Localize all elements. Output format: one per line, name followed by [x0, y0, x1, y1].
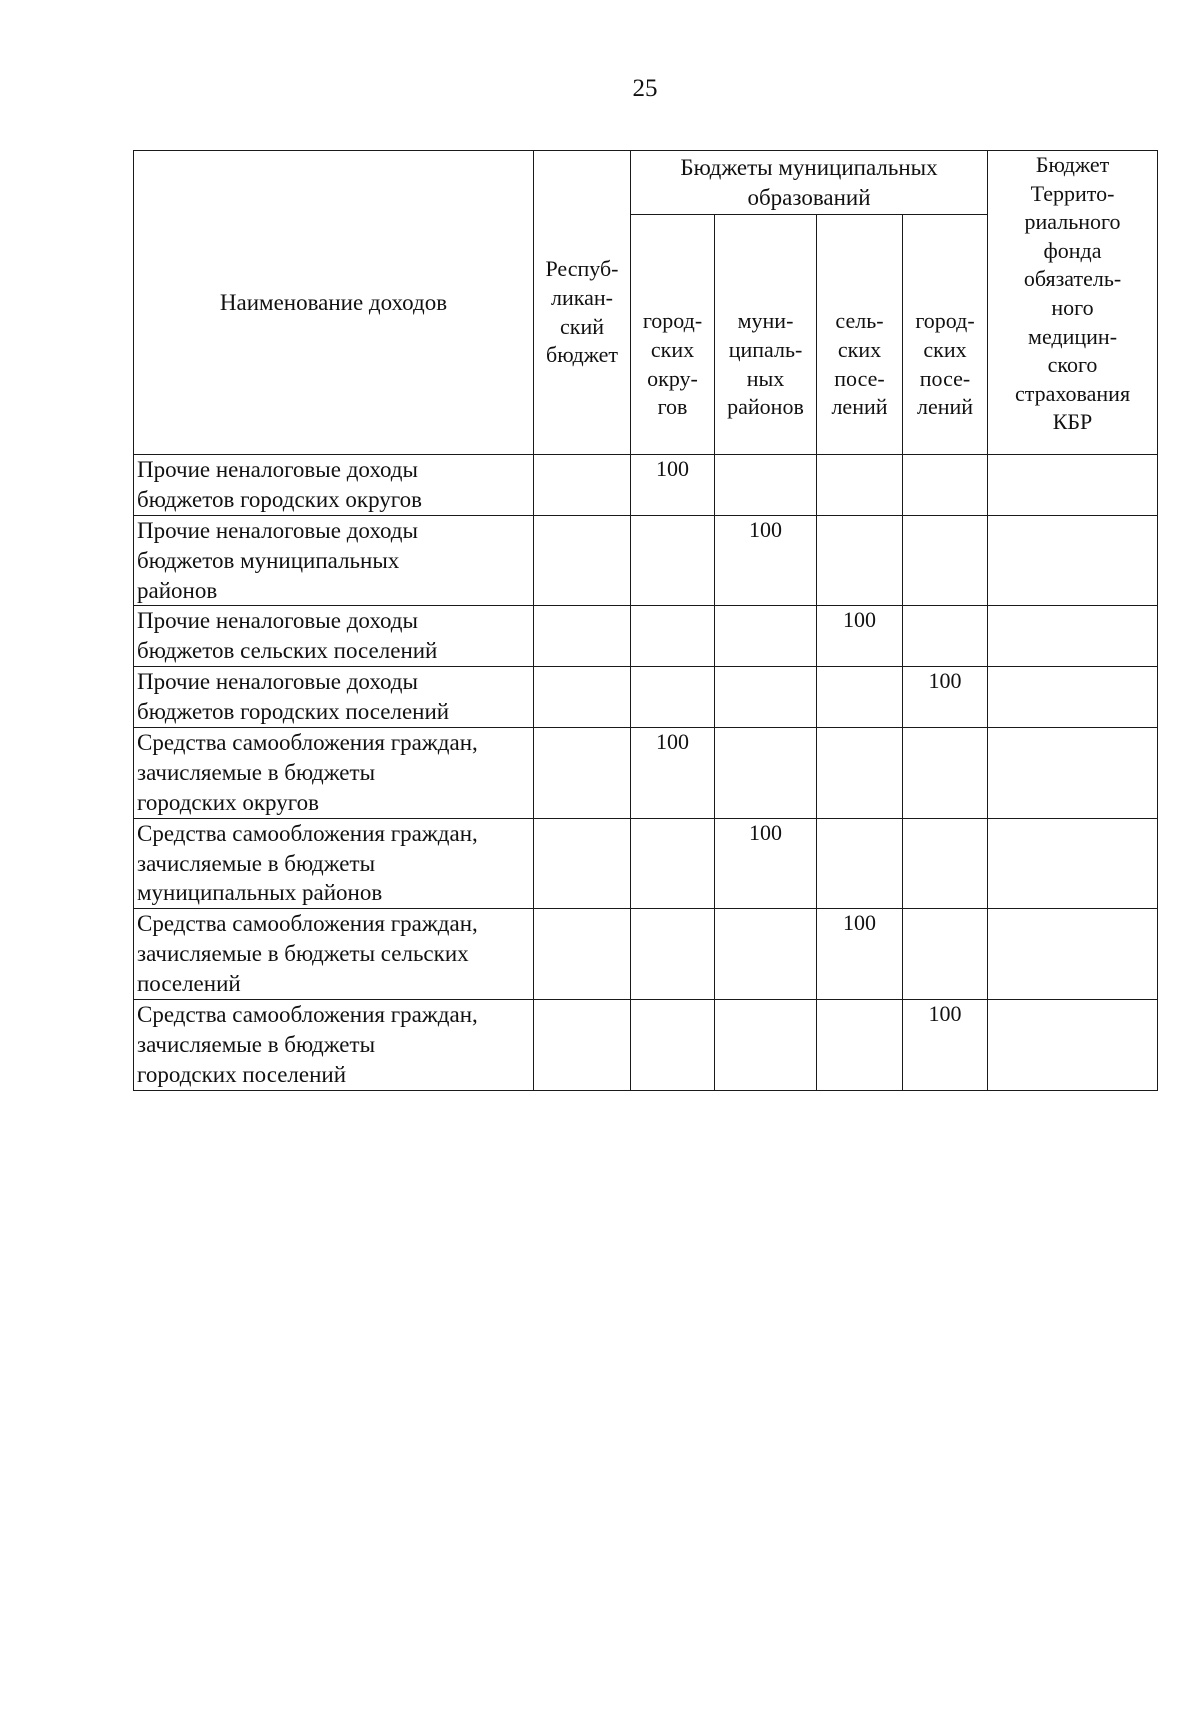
rural-settlements-cell [817, 728, 903, 819]
header-municipal-budgets [631, 151, 988, 215]
revenue-name: Средства самообложения граждан, зачисляемые в бюджеты городских округов [137, 730, 478, 815]
header-rural-settlements-label: сель- ских посе- лений [831, 308, 888, 420]
republican-cell [534, 818, 631, 909]
urban-settlements-cell [903, 728, 988, 819]
urban-settlements-cell [903, 606, 988, 667]
municipal-districts-cell [715, 667, 817, 728]
city-districts-cell [631, 606, 715, 667]
revenue-name-cell [134, 455, 534, 516]
rural-settlements-cell [817, 667, 903, 728]
municipal-districts-cell: 100 [715, 515, 817, 606]
header-city-districts [631, 215, 715, 455]
republican-cell [534, 1000, 631, 1091]
republican-cell [534, 667, 631, 728]
city-districts-cell [631, 667, 715, 728]
rural-settlements-cell: 100 [817, 606, 903, 667]
header-city-districts-label: город- ских окру- гов [642, 308, 703, 420]
city-districts-cell [631, 818, 715, 909]
territorial-fund-cell [988, 455, 1158, 516]
municipal-districts-cell [715, 909, 817, 1000]
revenue-name-cell [134, 606, 534, 667]
territorial-fund-cell [988, 818, 1158, 909]
header-urban-settlements [903, 215, 988, 455]
header-urban-settlements-label: город- ских посе- лений [915, 308, 975, 420]
revenue-name-cell [134, 515, 534, 606]
rural-settlements-cell [817, 1000, 903, 1091]
header-revenue-name-label: Наименование доходов [219, 289, 448, 315]
header-territorial-fund [988, 151, 1158, 455]
header-republican-budget [534, 151, 631, 455]
republican-cell [534, 606, 631, 667]
republican-cell [534, 728, 631, 819]
municipal-districts-cell [715, 1000, 817, 1091]
header-rural-settlements [817, 215, 903, 455]
city-districts-cell [631, 909, 715, 1000]
urban-settlements-cell: 100 [903, 667, 988, 728]
revenue-name-cell [134, 728, 534, 819]
territorial-fund-cell [988, 1000, 1158, 1091]
header-municipal-districts-label: муни- ципаль- ных районов [727, 308, 804, 420]
territorial-fund-cell [988, 728, 1158, 819]
header-municipal-budgets-label: Бюджеты муниципальных образований [680, 154, 938, 210]
table-row [134, 606, 1158, 667]
rural-settlements-cell [817, 515, 903, 606]
revenue-name: Прочие неналоговые доходы бюджетов городских округов [137, 457, 423, 512]
revenue-name-cell [134, 1000, 534, 1091]
urban-settlements-cell: 100 [903, 1000, 988, 1091]
rural-settlements-cell [817, 455, 903, 516]
revenue-name: Средства самообложения граждан, зачисляемые в бюджеты муниципальных районов [137, 820, 478, 906]
revenue-name: Прочие неналоговые доходы бюджетов муниципальных районов [137, 517, 418, 603]
territorial-fund-cell [988, 515, 1158, 606]
header-revenue-name [134, 151, 534, 455]
rural-settlements-cell [817, 818, 903, 909]
rural-settlements-cell: 100 [817, 909, 903, 1000]
urban-settlements-cell [903, 909, 988, 1000]
table-header [134, 151, 1158, 455]
table-row [134, 455, 1158, 516]
revenue-name: Средства самообложения граждан, зачисляемые в бюджеты городских поселений [137, 1002, 478, 1087]
territorial-fund-cell [988, 909, 1158, 1000]
municipal-districts-cell [715, 606, 817, 667]
city-districts-cell: 100 [631, 728, 715, 819]
table-row [134, 515, 1158, 606]
page-number: 25 [632, 75, 658, 102]
revenue-name-cell [134, 818, 534, 909]
republican-cell [534, 455, 631, 516]
table-body [134, 455, 1158, 1091]
revenue-distribution-table [133, 150, 1158, 1091]
table-row [134, 728, 1158, 819]
territorial-fund-cell [988, 667, 1158, 728]
city-districts-cell [631, 515, 715, 606]
table-row [134, 818, 1158, 909]
header-territorial-fund-label: Бюджет Террито- риального фонда обязатель- ного медицин- ского страхования КБР [1014, 152, 1131, 435]
republican-cell [534, 515, 631, 606]
territorial-fund-cell [988, 606, 1158, 667]
urban-settlements-cell [903, 455, 988, 516]
revenue-name: Средства самообложения граждан, зачисляемые в бюджеты сельских поселений [137, 911, 478, 997]
municipal-districts-cell [715, 455, 817, 516]
revenue-name: Прочие неналоговые доходы бюджетов сельских поселений [137, 608, 438, 664]
revenue-name-cell [134, 909, 534, 1000]
city-districts-cell: 100 [631, 455, 715, 516]
table-row [134, 667, 1158, 728]
revenue-name: Прочие неналоговые доходы бюджетов городских поселений [137, 669, 450, 725]
urban-settlements-cell [903, 818, 988, 909]
header-republican-budget-label: Респуб- ликан- ский бюджет [545, 256, 619, 368]
municipal-districts-cell: 100 [715, 818, 817, 909]
municipal-districts-cell [715, 728, 817, 819]
republican-cell [534, 909, 631, 1000]
city-districts-cell [631, 1000, 715, 1091]
urban-settlements-cell [903, 515, 988, 606]
table-row [134, 1000, 1158, 1091]
header-municipal-districts [715, 215, 817, 455]
revenue-name-cell [134, 667, 534, 728]
table-row [134, 909, 1158, 1000]
